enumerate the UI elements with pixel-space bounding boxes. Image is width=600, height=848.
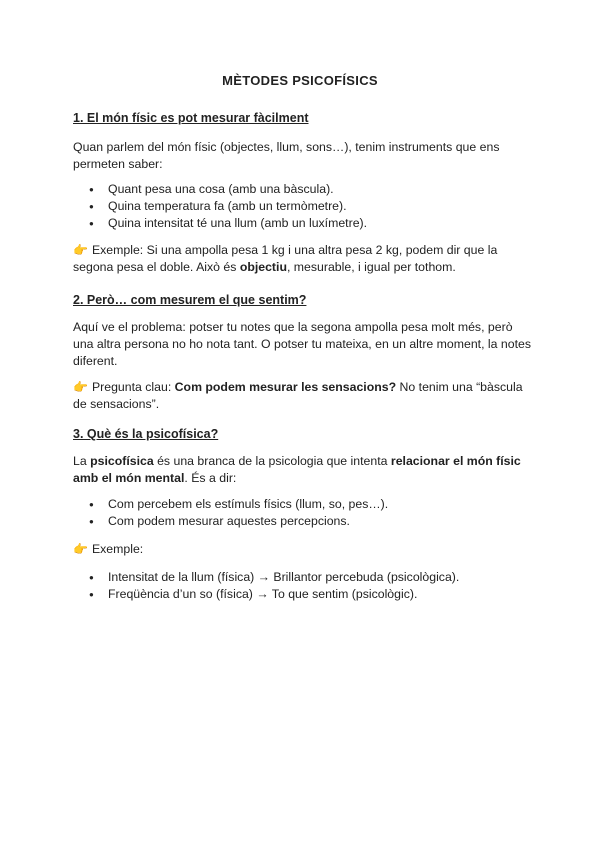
- list-item: ● Quina intensitat té una llum (amb un luxímetre).: [73, 215, 533, 232]
- list-item: ● Com percebem els estímuls físics (llum, so, pes…).: [73, 496, 533, 513]
- text-part: és una branca de la psicologia que intenta: [153, 454, 391, 468]
- section-3-text: [73, 453, 533, 487]
- section-3-examples: [73, 569, 533, 603]
- section-2-question: [73, 379, 533, 413]
- example-label: Exemple:: [91, 542, 144, 556]
- list-item: ● Intensitat de la llum (física) → Brillantor percebuda (psicològica).: [73, 569, 533, 586]
- section-1-heading: 1. El món físic es pot mesurar fàcilment: [73, 111, 309, 125]
- section-2-heading: 2. Però… com mesurem el que sentim?: [73, 293, 307, 307]
- list-item: ● Quina temperatura fa (amb un termòmetre).: [73, 198, 533, 215]
- question-label: Pregunta clau:: [91, 380, 175, 394]
- section-3-heading: 3. Què és la psicofísica?: [73, 427, 219, 441]
- pointing-hand-icon: 👉: [73, 542, 88, 556]
- text-part: . És a dir:: [184, 471, 237, 485]
- section-3-list: [73, 496, 533, 530]
- pointing-hand-icon: 👉: [73, 380, 88, 394]
- list-item: ● Com podem mesurar aquestes percepcions.: [73, 513, 533, 530]
- example-text: Exemple: Si una ampolla pesa 1 kg i una altra pesa 2 kg, podem dir que la segona pesa el doble. Això és: [73, 243, 498, 274]
- section-1-example: [73, 242, 533, 276]
- question-bold: Com podem mesurar les sensacions?: [174, 380, 397, 394]
- list-item: ● Quant pesa una cosa (amb una bàscula).: [73, 181, 533, 198]
- question-text-end: No tenim una “bàscula de sensacions”.: [73, 380, 523, 411]
- definition-bold: relacionar el món físic amb el món mental: [73, 454, 521, 485]
- section-1-intro: Quan parlem del món físic (objectes, llum, sons…), tenim instruments que ens permeten saber:: [73, 140, 500, 171]
- example-text-end: , mesurable, i igual per tothom.: [286, 260, 456, 274]
- term-psicofisica: psicofísica: [90, 454, 154, 468]
- text-part: La: [73, 454, 91, 468]
- section-1-list: [73, 181, 533, 232]
- section-2-text: Aquí ve el problema: potser tu notes que la segona ampolla pesa molt més, però una altra persona no ho nota tant. O potser tu mateixa, en un altre moment, la notes diferent.: [73, 320, 531, 368]
- document-title: MÈTODES PSICOFÍSICS: [222, 73, 378, 88]
- section-3-example-label: [73, 541, 533, 558]
- pointing-hand-icon: 👉: [73, 243, 88, 257]
- example-bold: objectiu: [239, 260, 287, 274]
- list-item: ● Freqüència d’un so (física) → To que sentim (psicològic).: [73, 586, 533, 603]
